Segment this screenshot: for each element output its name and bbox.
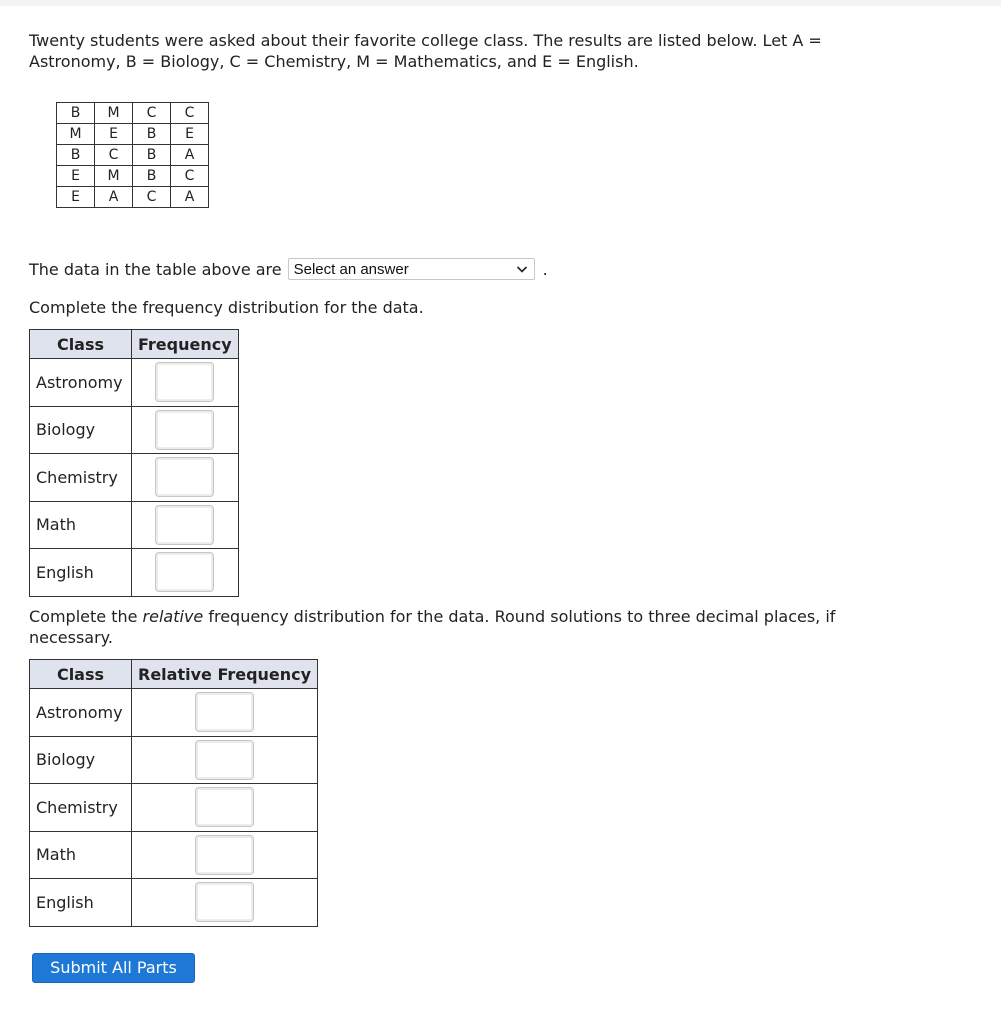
frequency-input-math[interactable]	[155, 505, 214, 545]
question-content	[29, 30, 969, 977]
relative-input-english[interactable]	[195, 882, 254, 922]
frequency-cell	[132, 406, 239, 454]
survey-data-table	[56, 102, 209, 208]
sentence-period: .	[542, 259, 548, 279]
class-label: Astronomy	[30, 359, 132, 407]
data-row	[57, 187, 209, 208]
frequency-input-astronomy[interactable]	[155, 362, 214, 402]
relative-header-value: Relative Frequency	[132, 660, 318, 689]
class-label: Biology	[30, 736, 132, 784]
data-row	[57, 124, 209, 145]
data-cell: A	[171, 145, 209, 166]
data-type-select[interactable]	[288, 258, 535, 280]
relative-frequency-table	[29, 659, 318, 927]
data-cell: E	[57, 187, 95, 208]
relative-input-math[interactable]	[195, 835, 254, 875]
class-label: Math	[30, 831, 132, 879]
data-cell: E	[57, 166, 95, 187]
frequency-header-class: Class	[30, 330, 132, 359]
submit-all-parts-button[interactable]: Submit All Parts	[32, 953, 195, 983]
frequency-header-row	[30, 330, 239, 359]
relative-frequency-cell	[132, 689, 318, 737]
relative-frequency-instruction	[29, 606, 909, 648]
frequency-input-biology[interactable]	[155, 410, 214, 450]
intro-text: Twenty students were asked about their favorite college class. The results are listed below. Let A = Astronomy, B = Biology, C = Chemistry, M = Mathematics, and E = English.	[29, 31, 822, 71]
class-label: Math	[30, 501, 132, 549]
table-row	[30, 454, 239, 502]
class-label: English	[30, 879, 132, 927]
class-label: English	[30, 549, 132, 597]
data-cell: M	[57, 124, 95, 145]
class-label: Chemistry	[30, 454, 132, 502]
data-cell: E	[171, 124, 209, 145]
relative-frequency-cell	[132, 831, 318, 879]
class-label: Chemistry	[30, 784, 132, 832]
frequency-cell	[132, 454, 239, 502]
table-row	[30, 831, 318, 879]
data-cell: B	[133, 145, 171, 166]
data-row	[57, 103, 209, 124]
table-row	[30, 879, 318, 927]
table-row	[30, 406, 239, 454]
data-cell: B	[133, 166, 171, 187]
data-cell: B	[133, 124, 171, 145]
frequency-table	[29, 329, 239, 597]
data-cell: B	[57, 103, 95, 124]
frequency-instruction: Complete the frequency distribution for the data.	[29, 298, 424, 317]
data-cell: C	[171, 103, 209, 124]
relative-instruction-end: frequency distribution for the data. Round solutions to three decimal places, if necessary.	[29, 607, 836, 647]
data-cell: A	[95, 187, 133, 208]
table-row	[30, 736, 318, 784]
data-cell: B	[57, 145, 95, 166]
chevron-down-icon	[516, 264, 528, 274]
data-type-select-value: Select an answer	[293, 260, 409, 278]
table-row	[30, 359, 239, 407]
relative-frequency-cell	[132, 736, 318, 784]
relative-input-biology[interactable]	[195, 740, 254, 780]
relative-input-astronomy[interactable]	[195, 692, 254, 732]
frequency-cell	[132, 549, 239, 597]
relative-instruction-start: Complete the	[29, 607, 143, 626]
data-cell: M	[95, 103, 133, 124]
table-row	[30, 501, 239, 549]
relative-frequency-cell	[132, 879, 318, 927]
relative-header-class: Class	[30, 660, 132, 689]
relative-header-row	[30, 660, 318, 689]
relative-input-chemistry[interactable]	[195, 787, 254, 827]
table-row	[30, 549, 239, 597]
data-cell: M	[95, 166, 133, 187]
frequency-header-value: Frequency	[132, 330, 239, 359]
table-row	[30, 784, 318, 832]
data-row	[57, 166, 209, 187]
relative-frequency-cell	[132, 784, 318, 832]
data-row	[57, 145, 209, 166]
data-cell: C	[133, 187, 171, 208]
table-row	[30, 689, 318, 737]
frequency-input-english[interactable]	[155, 552, 214, 592]
data-type-prompt: The data in the table above are	[29, 259, 282, 279]
data-cell: C	[171, 166, 209, 187]
class-label: Biology	[30, 406, 132, 454]
data-cell: C	[133, 103, 171, 124]
frequency-input-chemistry[interactable]	[155, 457, 214, 497]
frequency-cell	[132, 359, 239, 407]
data-type-question	[29, 257, 548, 281]
frequency-cell	[132, 501, 239, 549]
data-cell: E	[95, 124, 133, 145]
data-cell: A	[171, 187, 209, 208]
top-bar	[0, 0, 1001, 6]
relative-instruction-emphasis: relative	[142, 607, 204, 626]
data-cell: C	[95, 145, 133, 166]
class-label: Astronomy	[30, 689, 132, 737]
